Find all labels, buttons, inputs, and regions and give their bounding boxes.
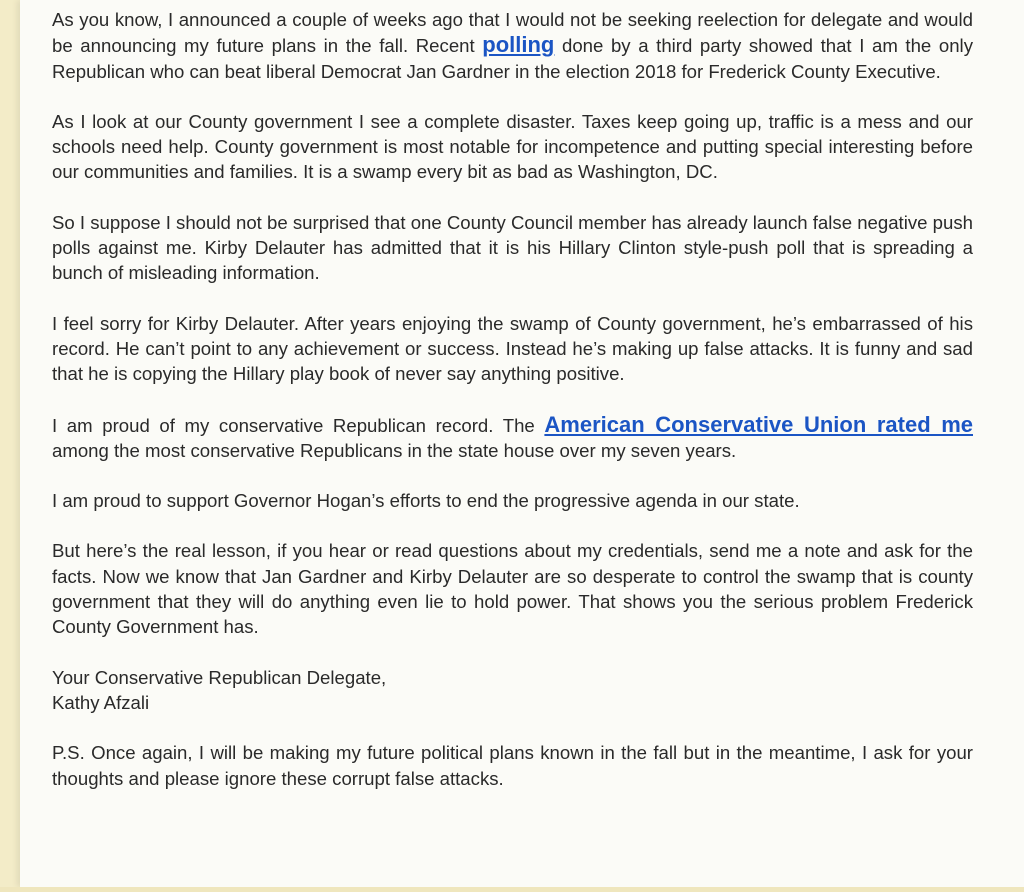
paragraph-kirby-delauter: I feel sorry for Kirby Delauter. After years enjoying the swamp of County government, he’s embarrassed of his record. He can’t point to any achievement or success. Instead he’s making up false attacks. It is funny and sad that he is copying the Hillary play book of never say anything positive.: [52, 312, 973, 385]
paragraph-real-lesson: But here’s the real lesson, if you hear or read questions about my credentials, send me a note and ask for the facts. Now we know that Jan Gardner and Kirby Delauter are so desperate to control the swamp that is county government that they will do anything even lie to hold power. That shows you the serious problem Frederick County Government has.: [52, 540, 973, 638]
signature-name: Kathy Afzali: [52, 691, 150, 713]
closing-line: Your Conservative Republican Delegate,: [52, 666, 387, 688]
letter-panel: [20, 0, 1024, 887]
paragraph-record: [52, 412, 973, 464]
paragraph-text: I am proud of my conservative Republican record. The: [52, 414, 545, 436]
paragraph-text: As you know, I announced a couple of weeks ago that I would not be seeking reelection for delegate and would be announcing my future plans in the fall. Recent: [52, 9, 973, 57]
paragraph-county-government: As I look at our County government I see a complete disaster. Taxes keep going up, traffic is a mess and our schools need help. County government is most notable for incompetence and putting special interesting before our communities and families. It is a swamp every bit as bad as Washington, DC.: [52, 110, 973, 183]
signature-block: [52, 665, 973, 716]
postscript: P.S. Once again, I will be making my future political plans known in the fall but in the meantime, I ask for your thoughts and please ignore these corrupt false attacks.: [52, 742, 973, 789]
paragraph-polling: [52, 7, 973, 84]
paragraph-hogan: I am proud to support Governor Hogan’s efforts to end the progressive agenda in our state.: [52, 490, 800, 512]
paragraph-push-polls: So I suppose I should not be surprised that one County Council member has already launch false negative push polls against me. Kirby Delauter has admitted that it is his Hillary Clinton style-push poll that is spreading a bunch of misleading information.: [52, 211, 973, 284]
paragraph-text: among the most conservative Republicans in the state house over my seven years.: [52, 439, 737, 461]
letter-body: [52, 7, 973, 816]
acu-rating-link[interactable]: American Conservative Union rated me: [544, 411, 973, 437]
polling-link[interactable]: polling: [482, 32, 555, 58]
bottom-border: [0, 887, 1024, 892]
paragraph-text: done by a third party showed that I am the only Republican who can beat liberal Democrat Jan Gardner in the election 2018 for Frederick County Executive.: [52, 35, 973, 82]
